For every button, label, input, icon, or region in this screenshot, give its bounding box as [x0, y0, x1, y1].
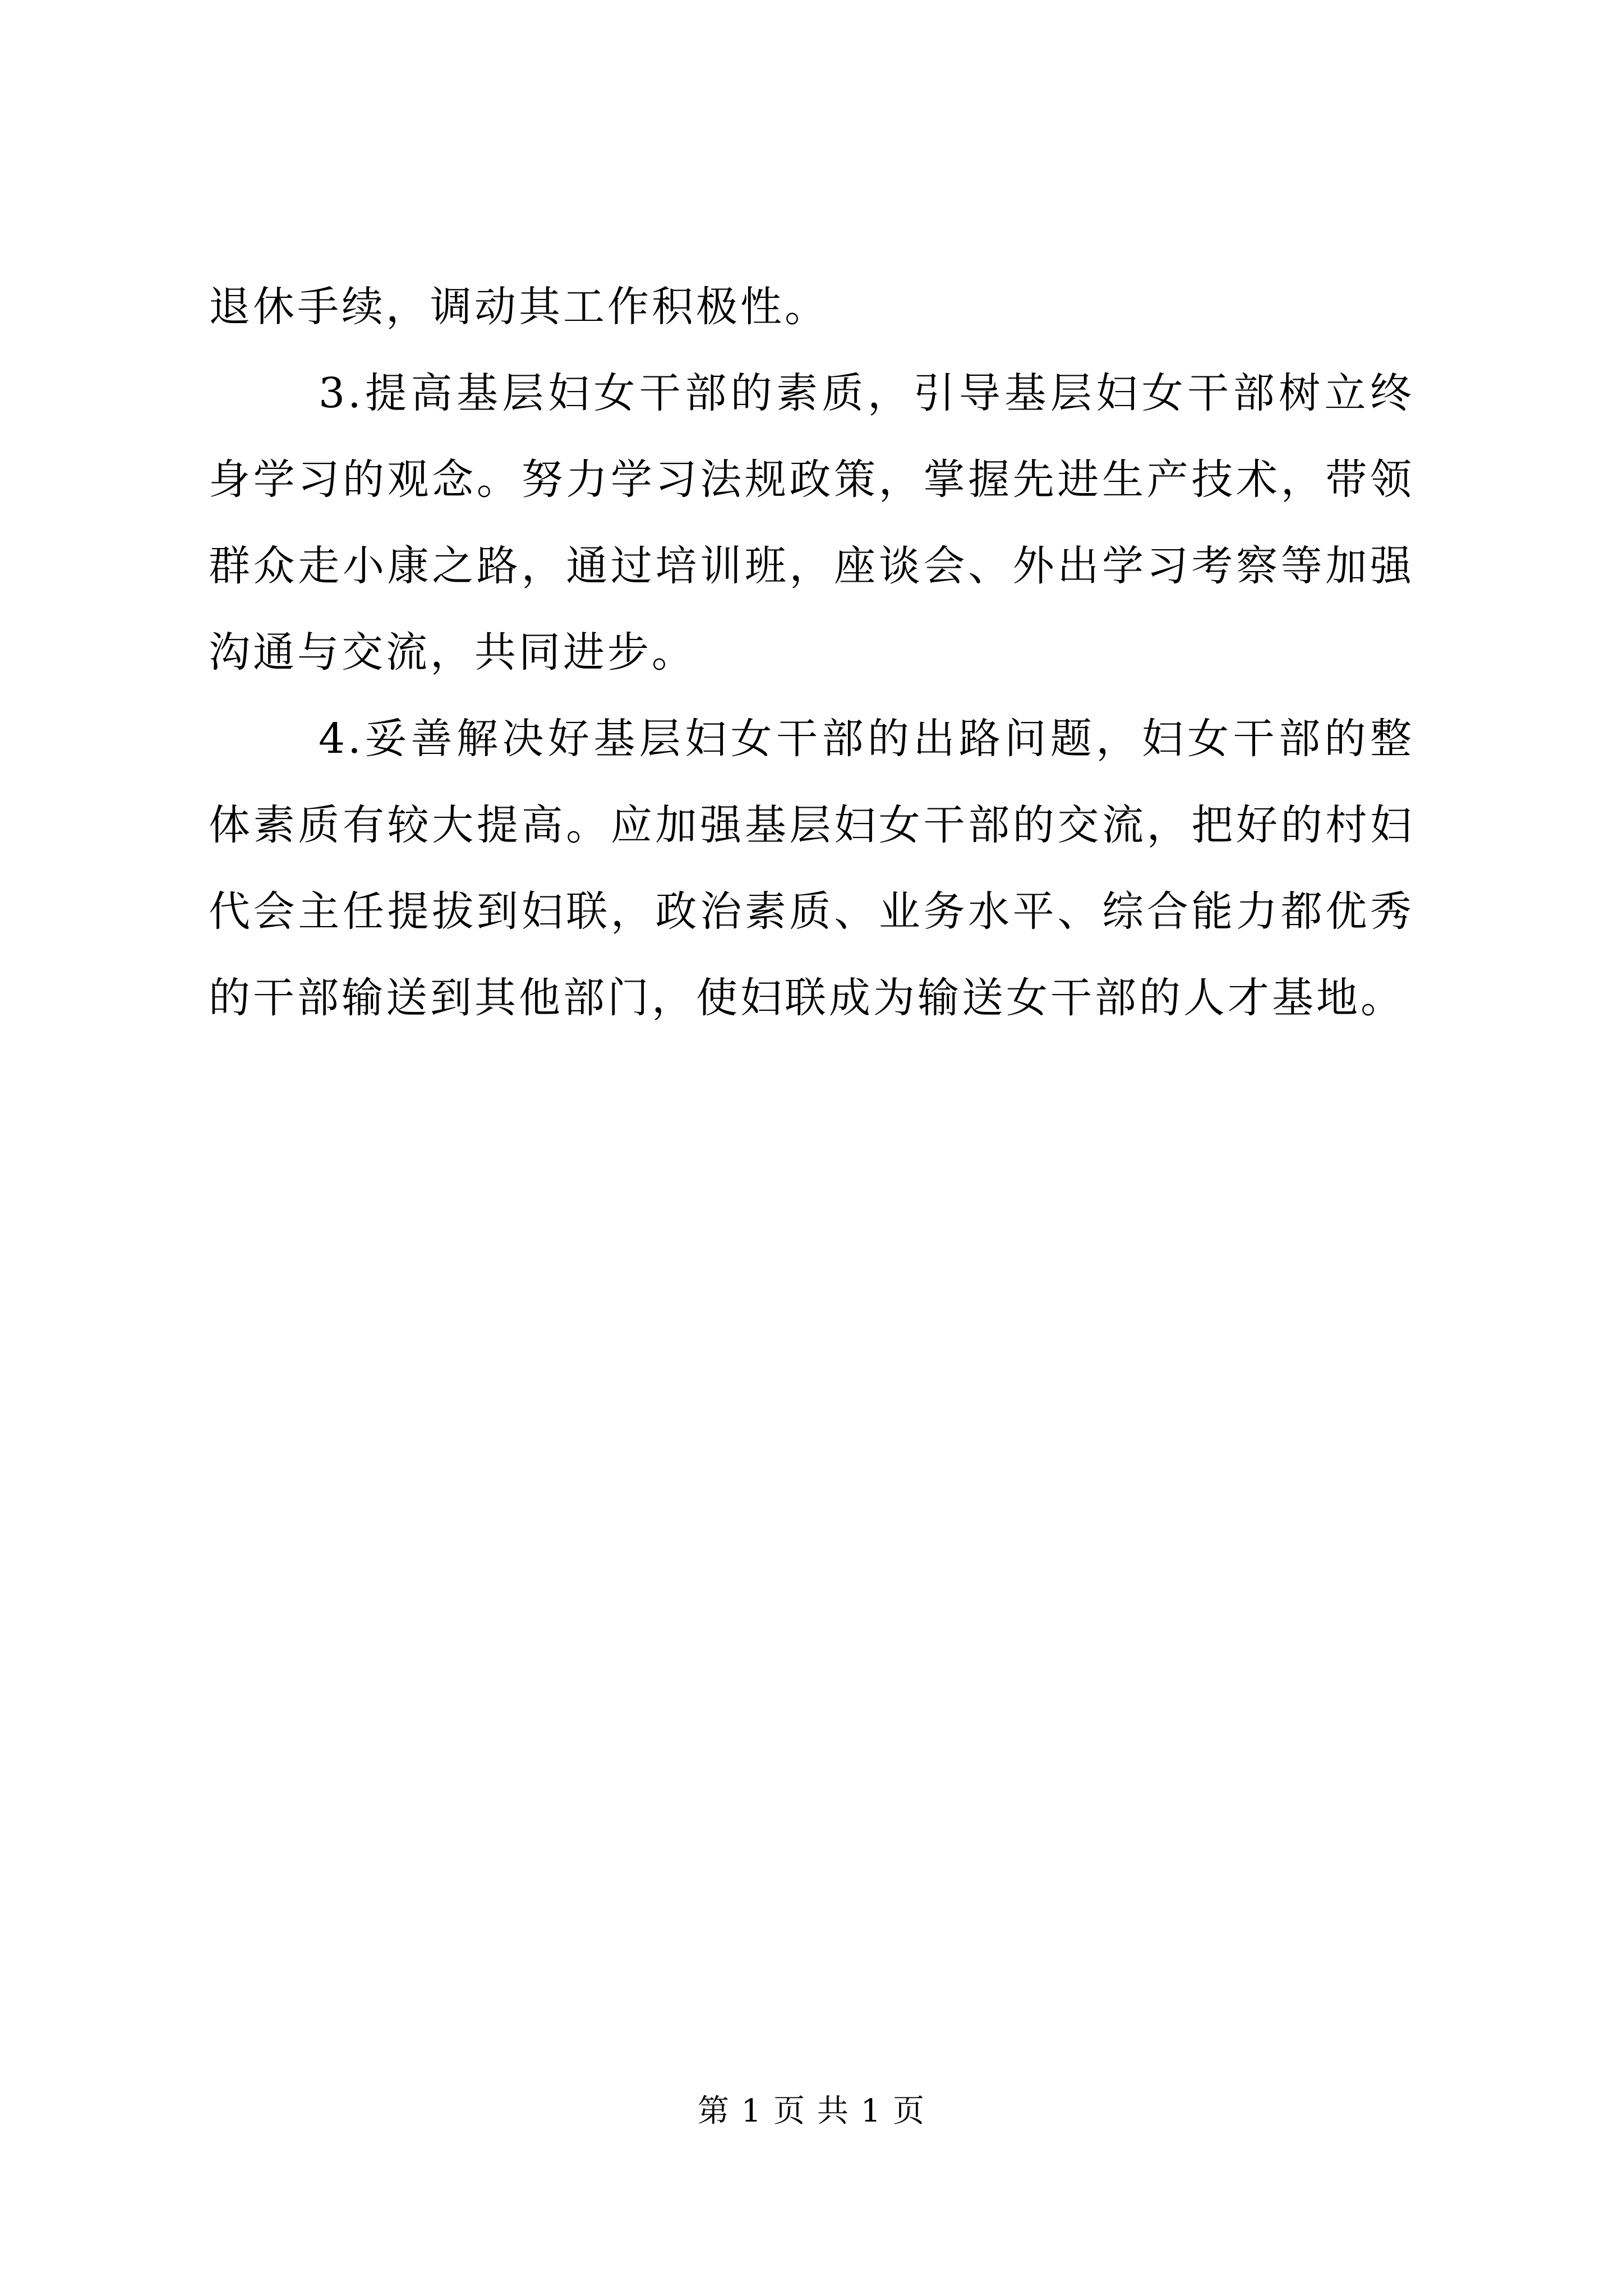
paragraph-item-3: 3.提高基层妇女干部的素质，引导基层妇女干部树立终身学习的观念。努力学习法规政策，掌握先进生产技术，带领群众走小康之路，通过培训班，座谈会、外出学习考察等加强沟通与交流，共同进步。: [209, 369, 1414, 677]
paragraph-continuation: 退休手续，调动其工作积极性。: [209, 283, 829, 331]
page-footer: 第 1 页 共 1 页: [697, 2093, 926, 2129]
paragraph-item-4: 4.妥善解决好基层妇女干部的出路问题，妇女干部的整体素质有较大提高。应加强基层妇女干部的交流，把好的村妇代会主任提拔到妇联，政治素质、业务水平、综合能力都优秀的干部输送到其他部门，使妇联成为输送女干部的人才基地。: [209, 715, 1414, 1022]
document-body: [209, 264, 1414, 1041]
